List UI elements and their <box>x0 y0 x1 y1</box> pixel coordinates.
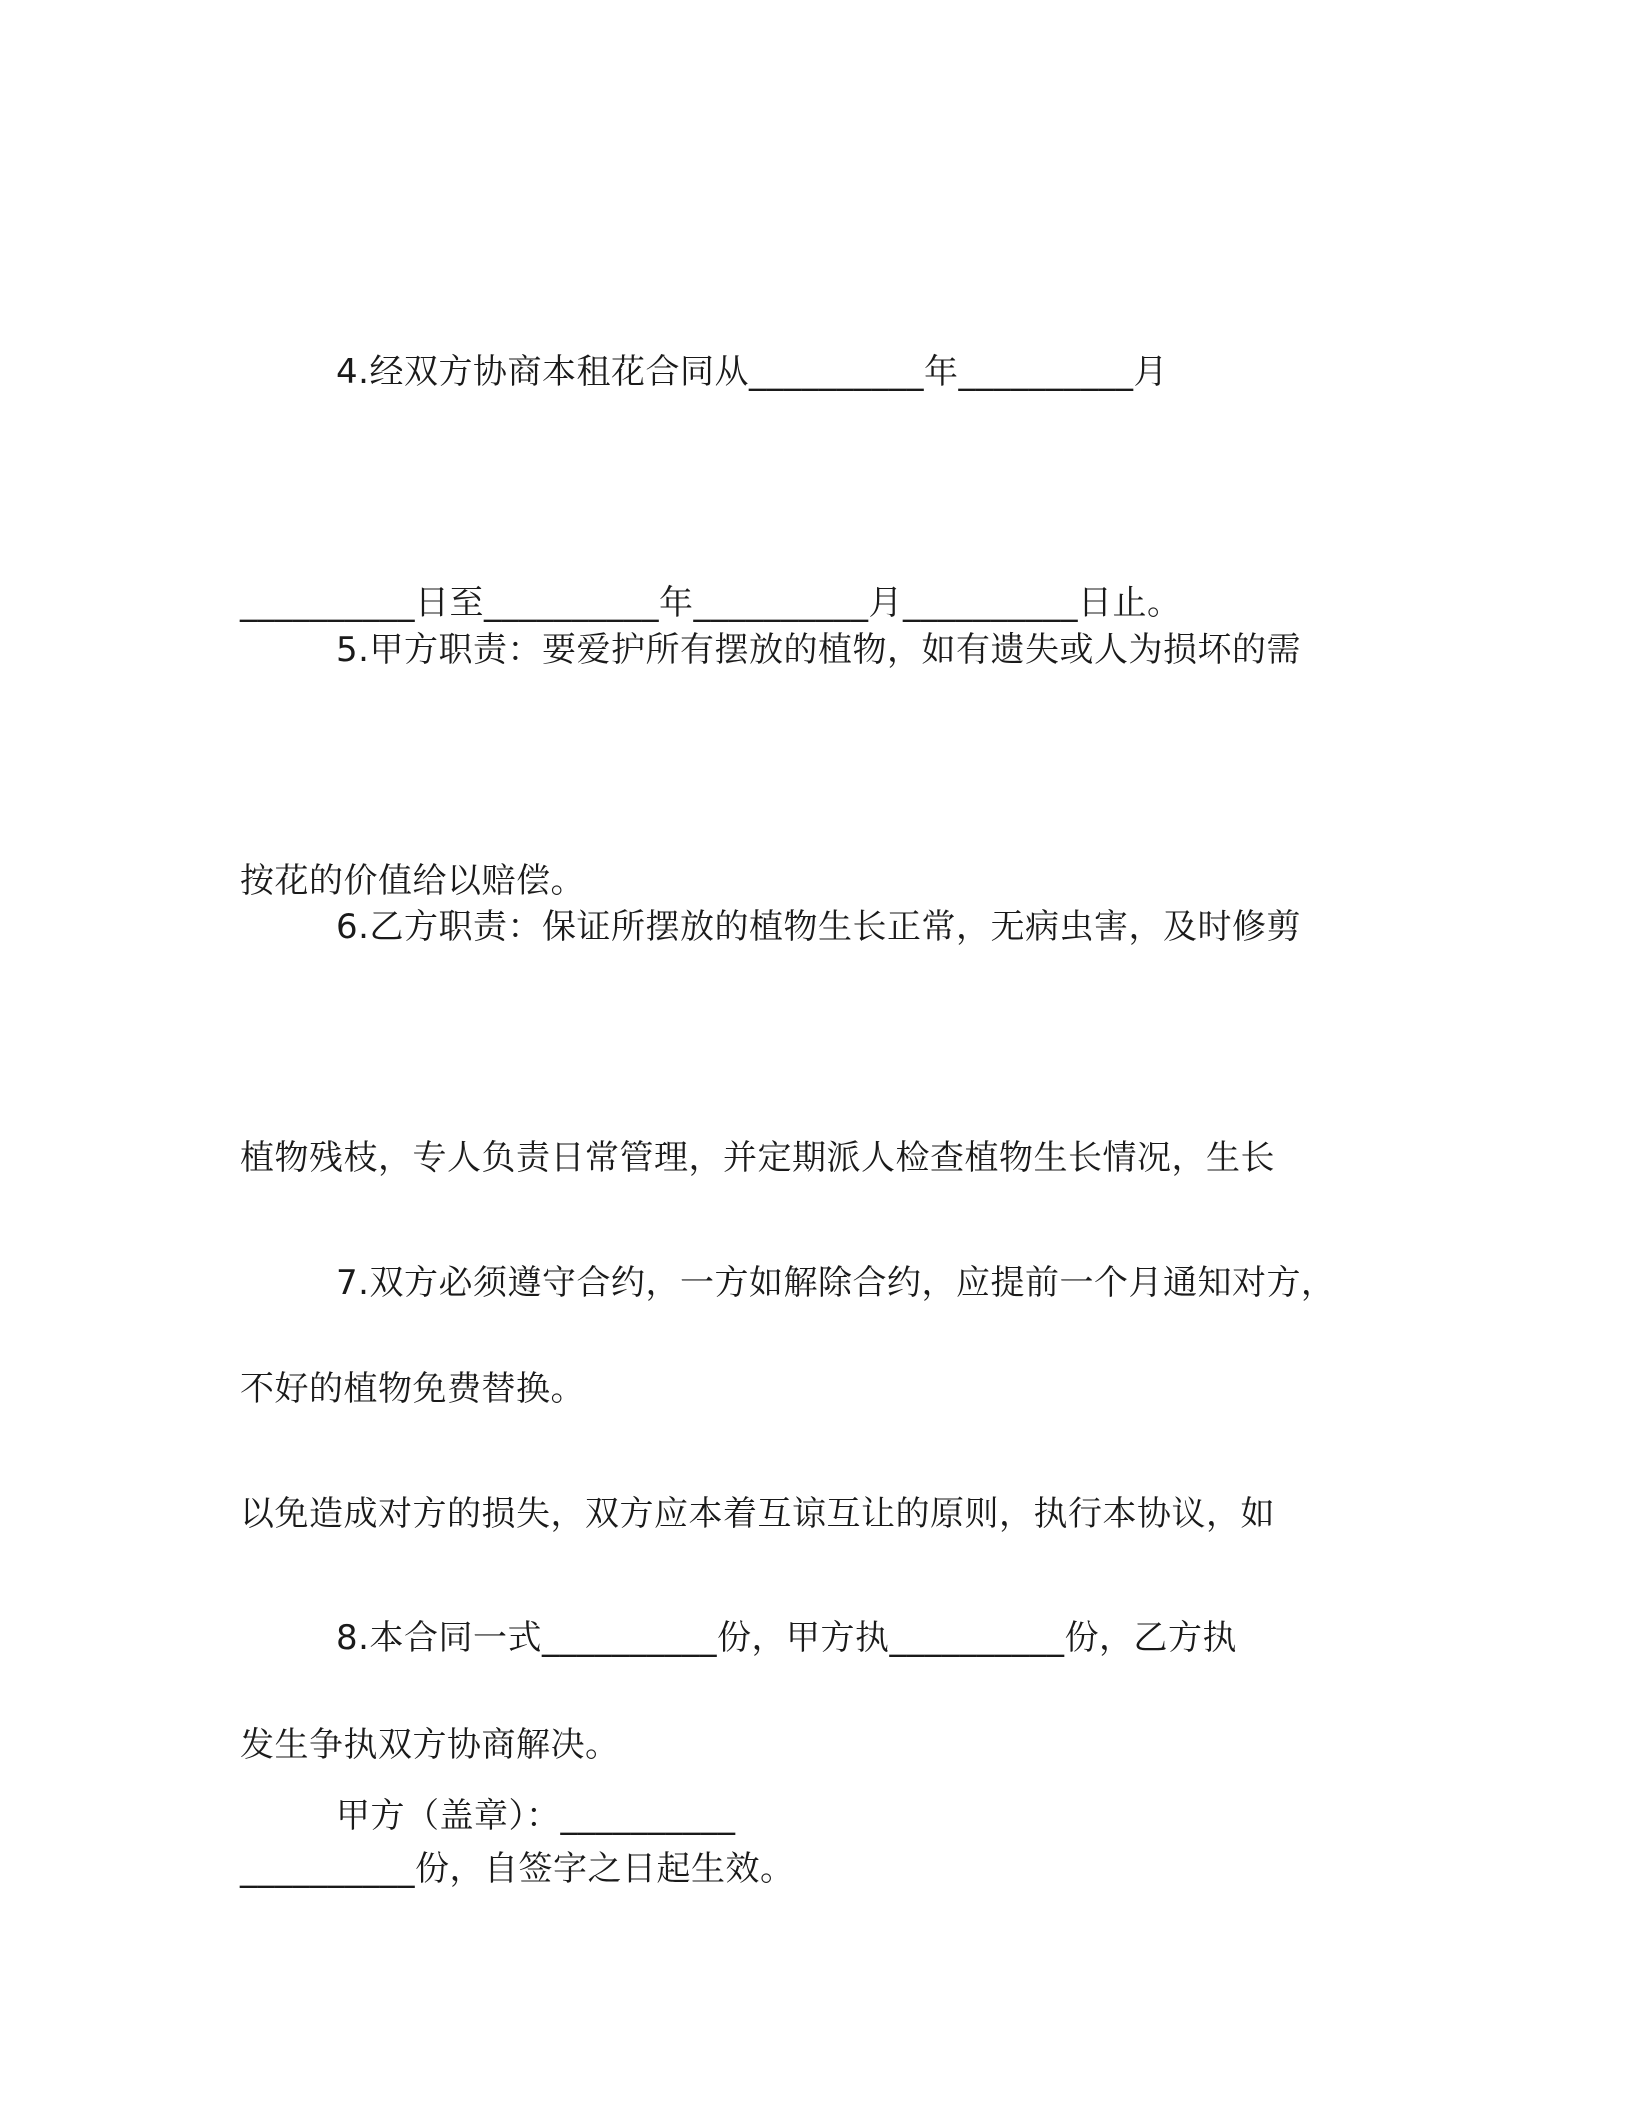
clause-8-line-2: __________份，自签字之日起生效。 <box>240 1849 795 1889</box>
clause-6-line-3: 不好的植物免费替换。 <box>240 1369 585 1409</box>
party-a-seal-line: 甲方（盖章）：__________ <box>336 1796 736 1836</box>
clause-6-line-2: 植物残枝，专人负责日常管理，并定期派人检查植物生长情况，生长 <box>240 1138 1275 1178</box>
clause-7-line-1: 7.双方必须遵守合约，一方如解除合约，应提前一个月通知对方， <box>336 1263 1336 1303</box>
clause-5-line-1: 5.甲方职责：要爱护所有摆放的植物，如有遗失或人为损坏的需 <box>336 630 1301 670</box>
clause-5-line-2: 按花的价值给以赔偿。 <box>240 861 585 901</box>
clause-7-line-3: 发生争执双方协商解决。 <box>240 1725 620 1765</box>
clause-7-line-2: 以免造成对方的损失，双方应本着互谅互让的原则，执行本协议，如 <box>240 1494 1275 1534</box>
clause-6-line-1: 6.乙方职责：保证所摆放的植物生长正常，无病虫害，及时修剪 <box>336 907 1301 947</box>
clause-4-line-1: 4.经双方协商本租花合同从__________年__________月 <box>336 352 1168 392</box>
clause-8-line-1: 8.本合同一式__________份，甲方执__________份，乙方执 <box>336 1618 1237 1658</box>
signature-block <box>240 1624 1410 2009</box>
clause-4-line-2: __________日至__________年__________月__________日止。 <box>240 583 1182 623</box>
